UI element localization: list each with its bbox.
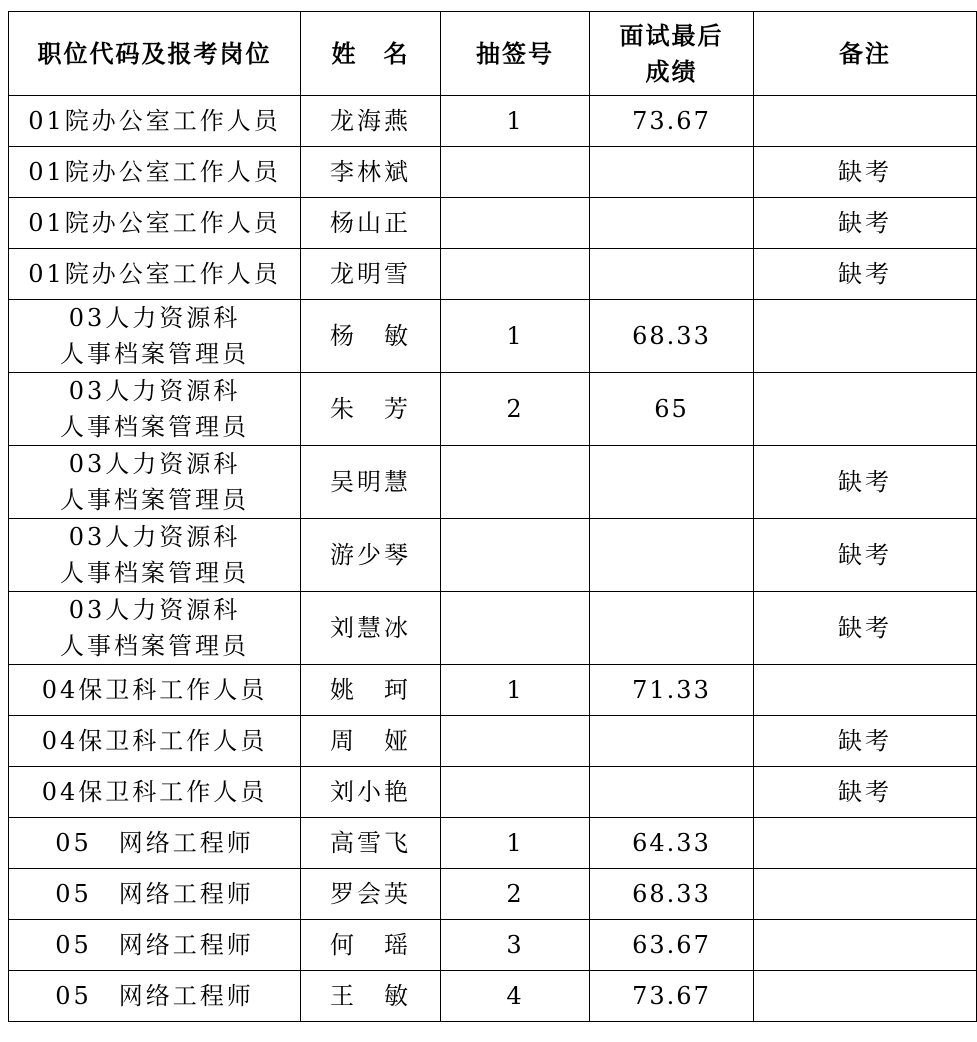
cell-position: 01院办公室工作人员 xyxy=(9,96,301,147)
header-note: 备注 xyxy=(754,12,977,96)
table-row xyxy=(9,519,977,592)
cell-final-score: 63.67 xyxy=(590,920,754,971)
cell-draw-number xyxy=(441,592,590,665)
cell-position: 01院办公室工作人员 xyxy=(9,198,301,249)
cell-note: 缺考 xyxy=(754,716,977,767)
table-row xyxy=(9,446,977,519)
cell-note: 缺考 xyxy=(754,198,977,249)
cell-note: 缺考 xyxy=(754,592,977,665)
cell-name: 王 敏 xyxy=(301,971,441,1022)
cell-final-score xyxy=(590,147,754,198)
cell-name: 龙海燕 xyxy=(301,96,441,147)
results-table xyxy=(8,11,977,1022)
cell-position: 05 网络工程师 xyxy=(9,818,301,869)
cell-note: 缺考 xyxy=(754,249,977,300)
cell-name: 周 娅 xyxy=(301,716,441,767)
cell-draw-number xyxy=(441,446,590,519)
table-row xyxy=(9,96,977,147)
cell-final-score xyxy=(590,249,754,300)
cell-position: 03人力资源科 人事档案管理员 xyxy=(9,592,301,665)
cell-draw-number: 1 xyxy=(441,665,590,716)
cell-name: 朱 芳 xyxy=(301,373,441,446)
table-row xyxy=(9,716,977,767)
cell-draw-number: 1 xyxy=(441,818,590,869)
header-draw-number: 抽签号 xyxy=(441,12,590,96)
cell-final-score: 73.67 xyxy=(590,971,754,1022)
header-final-score: 面试最后 成绩 xyxy=(590,12,754,96)
table-row xyxy=(9,198,977,249)
table-row xyxy=(9,147,977,198)
cell-name: 杨山正 xyxy=(301,198,441,249)
cell-draw-number: 2 xyxy=(441,869,590,920)
cell-final-score xyxy=(590,767,754,818)
cell-note xyxy=(754,665,977,716)
cell-draw-number xyxy=(441,147,590,198)
header-position: 职位代码及报考岗位 xyxy=(9,12,301,96)
cell-final-score: 64.33 xyxy=(590,818,754,869)
cell-draw-number: 3 xyxy=(441,920,590,971)
cell-draw-number xyxy=(441,716,590,767)
cell-position: 03人力资源科 人事档案管理员 xyxy=(9,373,301,446)
cell-draw-number xyxy=(441,519,590,592)
cell-draw-number xyxy=(441,198,590,249)
cell-final-score: 68.33 xyxy=(590,300,754,373)
cell-position: 04保卫科工作人员 xyxy=(9,716,301,767)
cell-final-score xyxy=(590,592,754,665)
table-row xyxy=(9,818,977,869)
cell-draw-number: 1 xyxy=(441,96,590,147)
table-row xyxy=(9,249,977,300)
cell-name: 刘慧冰 xyxy=(301,592,441,665)
header-name: 姓 名 xyxy=(301,12,441,96)
cell-note xyxy=(754,373,977,446)
cell-position: 03人力资源科 人事档案管理员 xyxy=(9,446,301,519)
table-row xyxy=(9,767,977,818)
table-row xyxy=(9,971,977,1022)
table-row xyxy=(9,869,977,920)
cell-position: 05 网络工程师 xyxy=(9,869,301,920)
cell-position: 03人力资源科 人事档案管理员 xyxy=(9,300,301,373)
cell-final-score: 73.67 xyxy=(590,96,754,147)
cell-name: 游少琴 xyxy=(301,519,441,592)
cell-name: 刘小艳 xyxy=(301,767,441,818)
cell-name: 杨 敏 xyxy=(301,300,441,373)
cell-draw-number: 1 xyxy=(441,300,590,373)
table-row xyxy=(9,665,977,716)
cell-final-score xyxy=(590,716,754,767)
cell-name: 吴明慧 xyxy=(301,446,441,519)
cell-note xyxy=(754,300,977,373)
table-row xyxy=(9,300,977,373)
cell-position: 01院办公室工作人员 xyxy=(9,147,301,198)
table-row xyxy=(9,592,977,665)
cell-position: 04保卫科工作人员 xyxy=(9,767,301,818)
cell-note: 缺考 xyxy=(754,767,977,818)
cell-note xyxy=(754,920,977,971)
cell-final-score: 71.33 xyxy=(590,665,754,716)
table-row xyxy=(9,920,977,971)
cell-name: 高雪飞 xyxy=(301,818,441,869)
cell-note xyxy=(754,96,977,147)
cell-draw-number xyxy=(441,249,590,300)
cell-note: 缺考 xyxy=(754,519,977,592)
cell-position: 04保卫科工作人员 xyxy=(9,665,301,716)
cell-note xyxy=(754,818,977,869)
cell-note xyxy=(754,869,977,920)
cell-draw-number: 2 xyxy=(441,373,590,446)
cell-note: 缺考 xyxy=(754,446,977,519)
cell-final-score xyxy=(590,446,754,519)
cell-name: 姚 珂 xyxy=(301,665,441,716)
cell-name: 李林斌 xyxy=(301,147,441,198)
cell-final-score xyxy=(590,198,754,249)
cell-note: 缺考 xyxy=(754,147,977,198)
header-row xyxy=(9,12,977,96)
cell-name: 罗会英 xyxy=(301,869,441,920)
cell-position: 05 网络工程师 xyxy=(9,971,301,1022)
cell-draw-number xyxy=(441,767,590,818)
cell-draw-number: 4 xyxy=(441,971,590,1022)
cell-position: 01院办公室工作人员 xyxy=(9,249,301,300)
cell-note xyxy=(754,971,977,1022)
table-row xyxy=(9,373,977,446)
cell-final-score: 68.33 xyxy=(590,869,754,920)
cell-name: 何 瑶 xyxy=(301,920,441,971)
cell-position: 03人力资源科 人事档案管理员 xyxy=(9,519,301,592)
cell-final-score: 65 xyxy=(590,373,754,446)
cell-position: 05 网络工程师 xyxy=(9,920,301,971)
cell-final-score xyxy=(590,519,754,592)
cell-name: 龙明雪 xyxy=(301,249,441,300)
